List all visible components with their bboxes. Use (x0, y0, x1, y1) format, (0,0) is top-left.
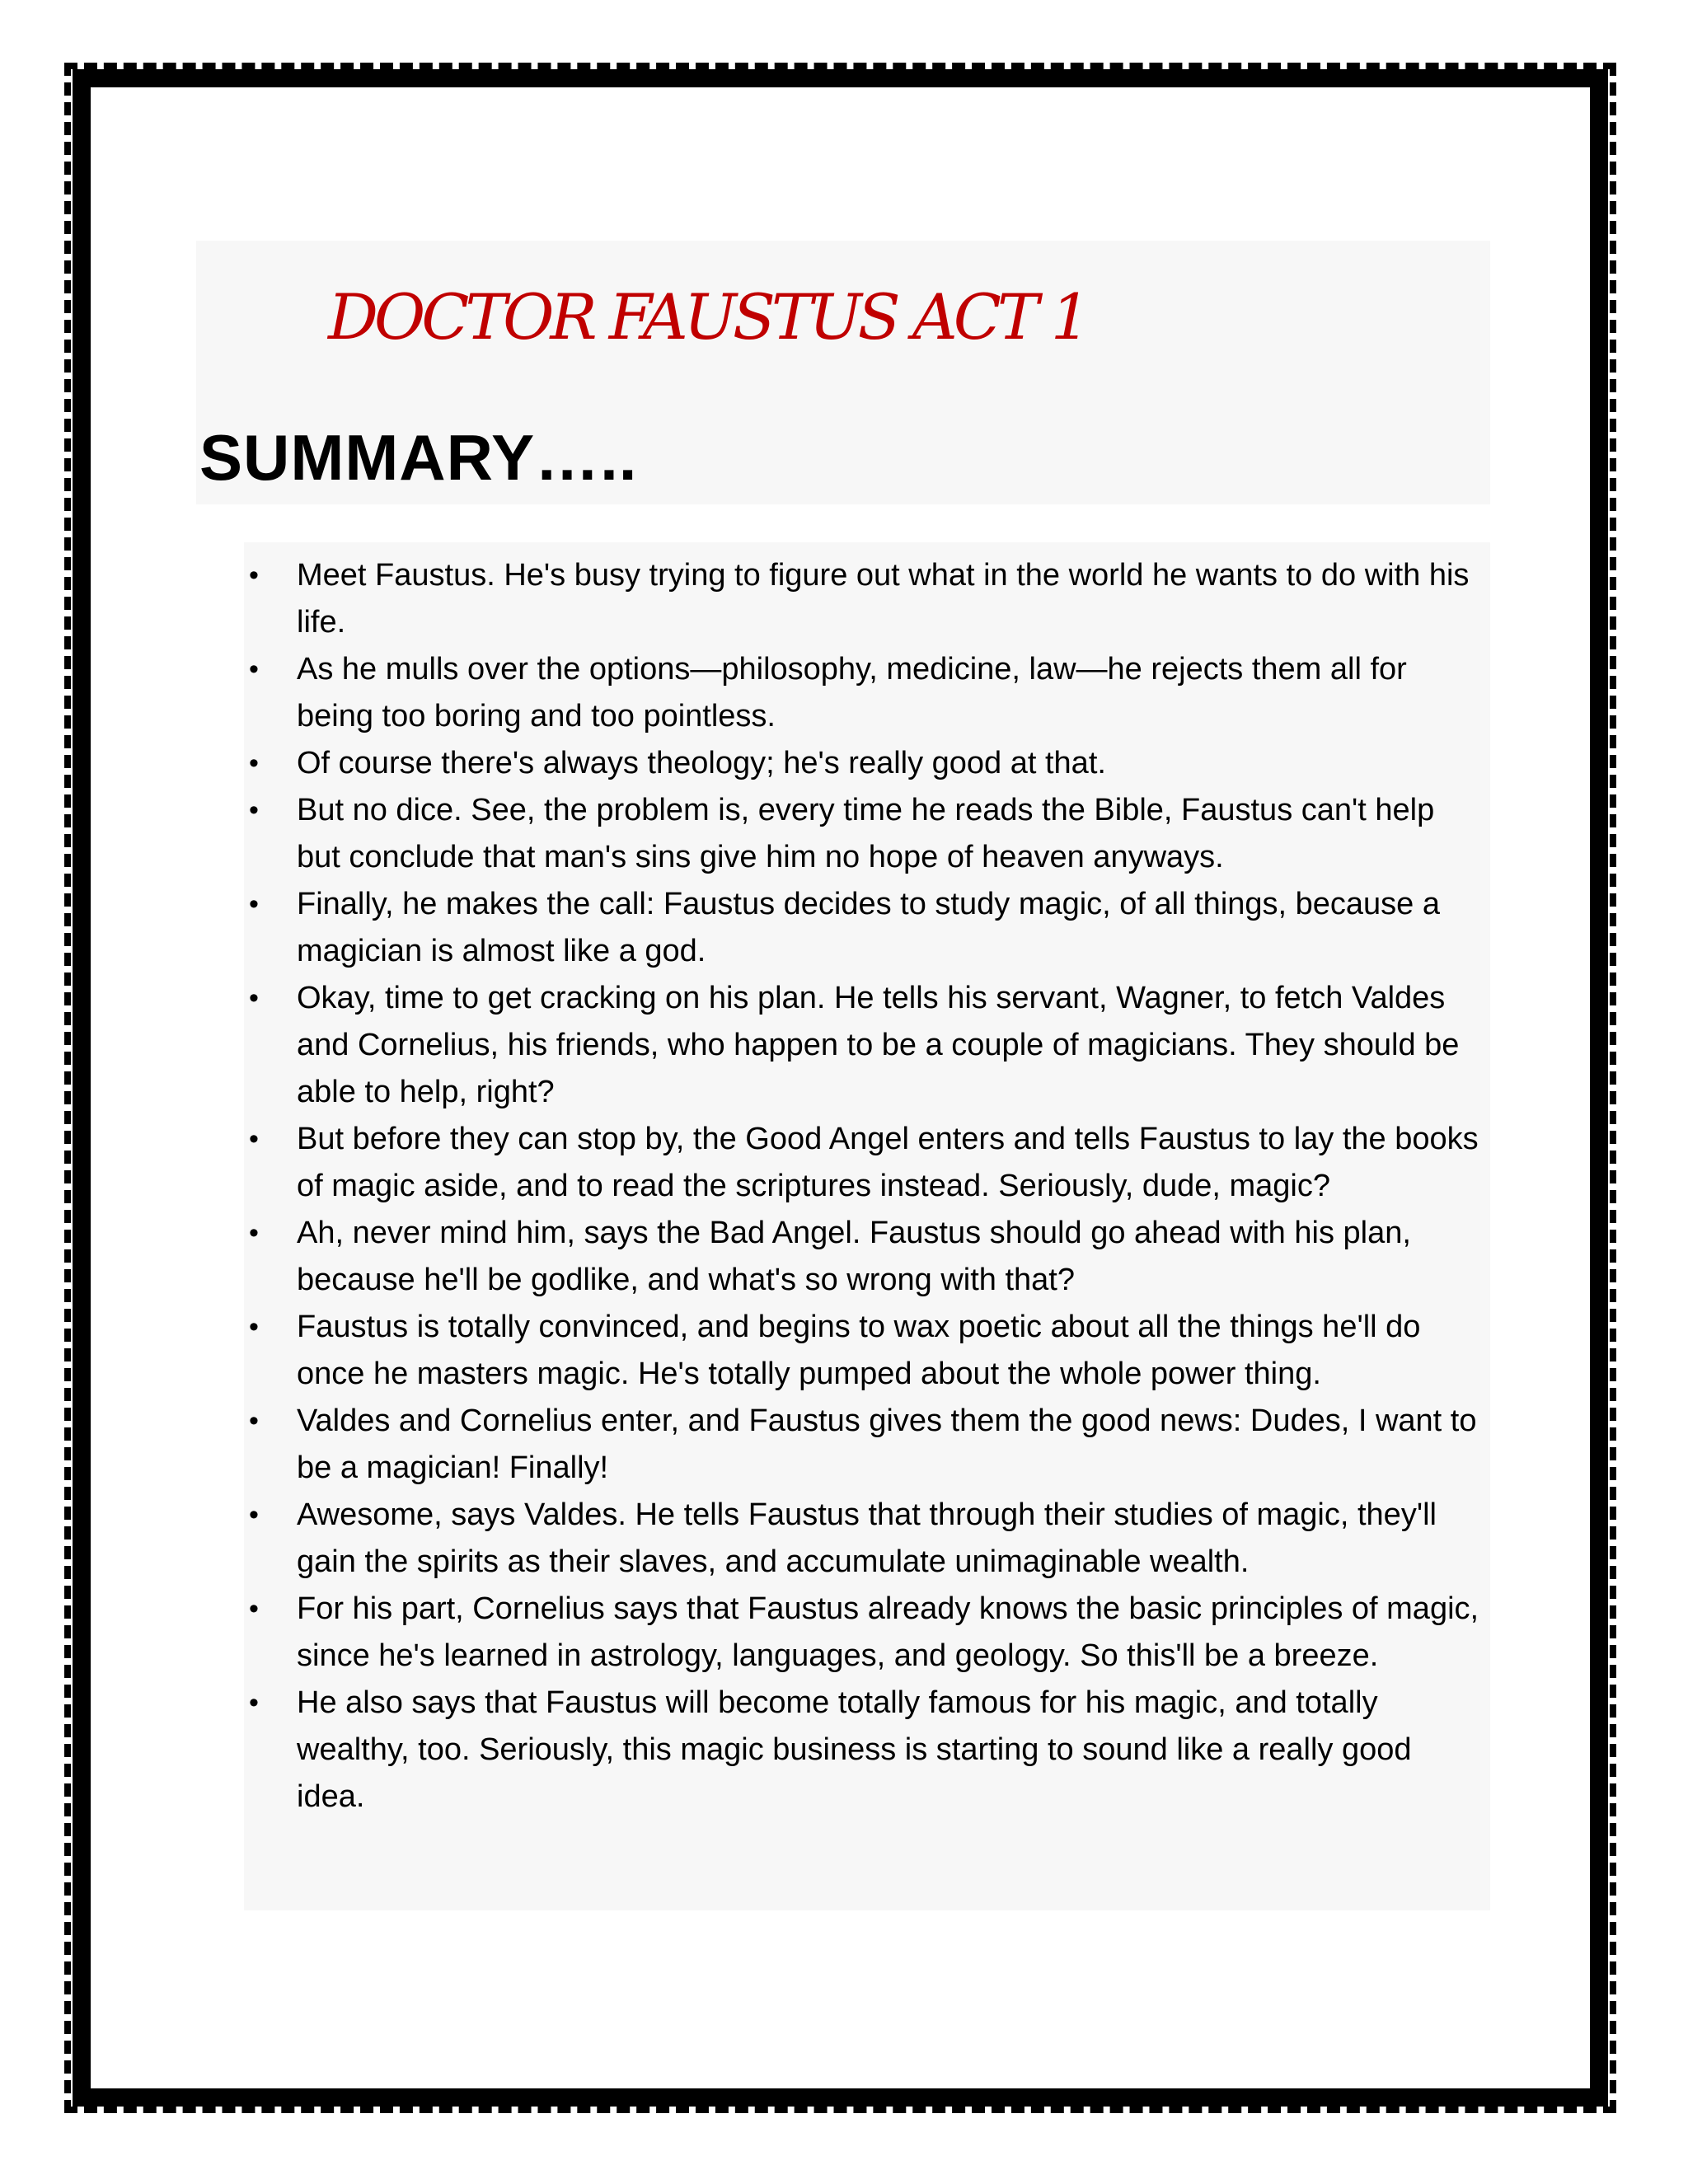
list-item-text: But no dice. See, the problem is, every time he reads the Bible, Faustus can't help but conclude that man's sins give him no hope of heaven anyways. (297, 793, 1435, 874)
header-panel (196, 241, 1490, 504)
list-item-text: Ah, never mind him, says the Bad Angel. Faustus should go ahead with his plan, because he'll be godlike, and what's so wrong with that? (297, 1216, 1411, 1297)
bullet-icon: • (249, 1593, 259, 1624)
bullet-icon: • (249, 748, 259, 779)
list-item (244, 1680, 1490, 1821)
bullet-icon: • (249, 1405, 259, 1436)
list-item (244, 1210, 1490, 1304)
bullet-icon: • (249, 982, 259, 1014)
summary-heading: SUMMARY….. (199, 421, 638, 494)
list-item (244, 787, 1490, 881)
list-item-text: Awesome, says Valdes. He tells Faustus that through their studies of magic, they'll gain the spirits as their slaves, and accumulate unimaginable wealth. (297, 1497, 1437, 1579)
list-item-text: Of course there's always theology; he's really good at that. (297, 746, 1106, 780)
list-item (244, 1116, 1490, 1210)
bullet-icon: • (249, 794, 259, 826)
list-item (244, 1492, 1490, 1586)
bullet-icon: • (249, 1217, 259, 1249)
list-item-text: Valdes and Cornelius enter, and Faustus gives them the good news: Dudes, I want to be a magician! Finally! (297, 1404, 1477, 1485)
list-item (244, 1398, 1490, 1492)
bullet-icon: • (249, 1311, 259, 1343)
list-item-text: Okay, time to get cracking on his plan. He tells his servant, Wagner, to fetch Valdes and Cornelius, his friends, who happen to be a couple of magicians. They should be able to help, right? (297, 981, 1460, 1109)
list-item (244, 1586, 1490, 1680)
summary-list (244, 542, 1490, 1821)
list-item-text: For his part, Cornelius says that Faustus already knows the basic principles of magic, since he's learned in astrology, languages, and geology. So this'll be a breeze. (297, 1591, 1479, 1673)
list-item (244, 975, 1490, 1116)
list-item-text: Meet Faustus. He's busy trying to figure out what in the world he wants to do with his life. (297, 558, 1470, 640)
bullet-icon: • (249, 1123, 259, 1155)
bullet-icon: • (249, 560, 259, 591)
list-item-text: But before they can stop by, the Good Angel enters and tells Faustus to lay the books of magic aside, and to read the scriptures instead. Seriously, dude, magic? (297, 1122, 1479, 1203)
list-item-text: As he mulls over the options—philosophy, medicine, law—he rejects them all for being too boring and too pointless. (297, 652, 1407, 733)
list-item (244, 881, 1490, 975)
list-item-text: Finally, he makes the call: Faustus decides to study magic, of all things, because a magician is almost like a god. (297, 887, 1440, 968)
list-item (244, 1304, 1490, 1398)
bullet-icon: • (249, 1499, 259, 1530)
list-item (244, 646, 1490, 740)
document-title: DOCTOR FAUSTUS ACT 1 (328, 280, 1087, 354)
list-item-text: Faustus is totally convinced, and begins to wax poetic about all the things he'll do once he masters magic. He's totally pumped about the whole power thing. (297, 1310, 1421, 1391)
bullet-icon: • (249, 888, 259, 920)
bullet-icon: • (249, 654, 259, 685)
list-item (244, 740, 1490, 787)
list-item (244, 552, 1490, 646)
summary-panel (244, 542, 1490, 1910)
list-item-text: He also says that Faustus will become totally famous for his magic, and totally wealthy, too. Seriously, this magic business is starting to sound like a really good idea. (297, 1685, 1412, 1814)
bullet-icon: • (249, 1687, 259, 1718)
